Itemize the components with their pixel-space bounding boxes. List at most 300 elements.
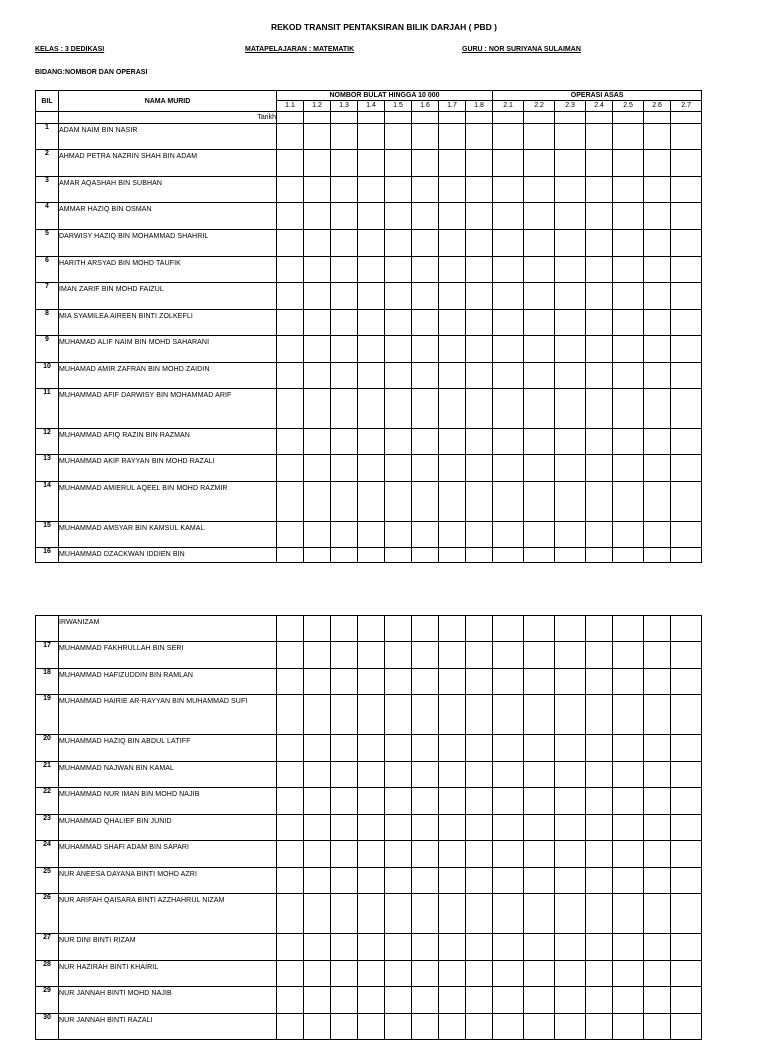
assessment-cell[interactable]: [493, 336, 524, 363]
assessment-cell[interactable]: [524, 482, 555, 522]
assessment-cell[interactable]: [439, 788, 466, 815]
assessment-cell[interactable]: [493, 762, 524, 788]
assessment-cell[interactable]: [304, 336, 331, 363]
assessment-cell[interactable]: [385, 934, 412, 961]
assessment-cell[interactable]: [277, 482, 304, 522]
assessment-cell[interactable]: [412, 642, 439, 669]
assessment-cell[interactable]: [671, 522, 702, 548]
assessment-cell[interactable]: [613, 482, 644, 522]
assessment-cell[interactable]: [466, 257, 493, 283]
assessment-cell[interactable]: [331, 522, 358, 548]
assessment-cell[interactable]: [524, 616, 555, 642]
assessment-cell[interactable]: [385, 987, 412, 1014]
assessment-cell[interactable]: [277, 230, 304, 257]
assessment-cell[interactable]: [555, 815, 586, 841]
assessment-cell[interactable]: [358, 841, 385, 868]
assessment-cell[interactable]: [412, 455, 439, 482]
assessment-cell[interactable]: [555, 336, 586, 363]
assessment-cell[interactable]: [586, 762, 613, 788]
assessment-cell[interactable]: [586, 695, 613, 735]
assessment-cell[interactable]: [524, 669, 555, 695]
assessment-cell[interactable]: [586, 815, 613, 841]
assessment-cell[interactable]: [671, 548, 702, 563]
assessment-cell[interactable]: [644, 150, 671, 177]
assessment-cell[interactable]: [466, 548, 493, 563]
assessment-cell[interactable]: [304, 735, 331, 762]
assessment-cell[interactable]: [466, 894, 493, 934]
assessment-cell[interactable]: [524, 894, 555, 934]
assessment-cell[interactable]: [613, 124, 644, 150]
assessment-cell[interactable]: [524, 124, 555, 150]
assessment-cell[interactable]: [304, 177, 331, 203]
assessment-cell[interactable]: [613, 1014, 644, 1040]
assessment-cell[interactable]: [493, 363, 524, 389]
assessment-cell[interactable]: [439, 987, 466, 1014]
assessment-cell[interactable]: [586, 389, 613, 429]
assessment-cell[interactable]: [358, 695, 385, 735]
assessment-cell[interactable]: [524, 815, 555, 841]
assessment-cell[interactable]: [644, 735, 671, 762]
assessment-cell[interactable]: [385, 762, 412, 788]
assessment-cell[interactable]: [439, 124, 466, 150]
assessment-cell[interactable]: [524, 429, 555, 455]
assessment-cell[interactable]: [524, 841, 555, 868]
assessment-cell[interactable]: [358, 762, 385, 788]
assessment-cell[interactable]: [555, 961, 586, 987]
assessment-cell[interactable]: [439, 230, 466, 257]
assessment-cell[interactable]: [385, 735, 412, 762]
assessment-cell[interactable]: [385, 894, 412, 934]
assessment-cell[interactable]: [331, 762, 358, 788]
assessment-cell[interactable]: [331, 735, 358, 762]
assessment-cell[interactable]: [586, 1014, 613, 1040]
assessment-cell[interactable]: [644, 203, 671, 230]
assessment-cell[interactable]: [524, 363, 555, 389]
assessment-cell[interactable]: [671, 642, 702, 669]
assessment-cell[interactable]: [466, 616, 493, 642]
assessment-cell[interactable]: [304, 522, 331, 548]
assessment-cell[interactable]: [493, 616, 524, 642]
assessment-cell[interactable]: [331, 363, 358, 389]
assessment-cell[interactable]: [524, 283, 555, 310]
tarikh-date-cell[interactable]: [493, 112, 524, 124]
assessment-cell[interactable]: [555, 257, 586, 283]
assessment-cell[interactable]: [466, 669, 493, 695]
assessment-cell[interactable]: [412, 310, 439, 336]
assessment-cell[interactable]: [358, 177, 385, 203]
assessment-cell[interactable]: [613, 642, 644, 669]
assessment-cell[interactable]: [586, 669, 613, 695]
assessment-cell[interactable]: [524, 961, 555, 987]
assessment-cell[interactable]: [331, 894, 358, 934]
assessment-cell[interactable]: [277, 815, 304, 841]
assessment-cell[interactable]: [466, 389, 493, 429]
assessment-cell[interactable]: [671, 961, 702, 987]
tarikh-date-cell[interactable]: [358, 112, 385, 124]
assessment-cell[interactable]: [671, 841, 702, 868]
assessment-cell[interactable]: [412, 522, 439, 548]
assessment-cell[interactable]: [586, 788, 613, 815]
assessment-cell[interactable]: [358, 788, 385, 815]
assessment-cell[interactable]: [644, 669, 671, 695]
assessment-cell[interactable]: [304, 934, 331, 961]
assessment-cell[interactable]: [493, 987, 524, 1014]
assessment-cell[interactable]: [304, 150, 331, 177]
assessment-cell[interactable]: [439, 961, 466, 987]
assessment-cell[interactable]: [331, 389, 358, 429]
assessment-cell[interactable]: [613, 841, 644, 868]
assessment-cell[interactable]: [277, 735, 304, 762]
assessment-cell[interactable]: [358, 642, 385, 669]
assessment-cell[interactable]: [439, 894, 466, 934]
tarikh-date-cell[interactable]: [613, 112, 644, 124]
assessment-cell[interactable]: [439, 735, 466, 762]
assessment-cell[interactable]: [412, 389, 439, 429]
assessment-cell[interactable]: [466, 283, 493, 310]
assessment-cell[interactable]: [613, 429, 644, 455]
assessment-cell[interactable]: [671, 177, 702, 203]
assessment-cell[interactable]: [644, 1014, 671, 1040]
assessment-cell[interactable]: [385, 389, 412, 429]
assessment-cell[interactable]: [493, 310, 524, 336]
assessment-cell[interactable]: [586, 522, 613, 548]
assessment-cell[interactable]: [412, 815, 439, 841]
assessment-cell[interactable]: [277, 522, 304, 548]
assessment-cell[interactable]: [331, 482, 358, 522]
assessment-cell[interactable]: [439, 363, 466, 389]
assessment-cell[interactable]: [555, 548, 586, 563]
assessment-cell[interactable]: [331, 934, 358, 961]
assessment-cell[interactable]: [555, 482, 586, 522]
assessment-cell[interactable]: [358, 934, 385, 961]
assessment-cell[interactable]: [555, 203, 586, 230]
assessment-cell[interactable]: [277, 283, 304, 310]
assessment-cell[interactable]: [385, 257, 412, 283]
assessment-cell[interactable]: [644, 257, 671, 283]
assessment-cell[interactable]: [385, 363, 412, 389]
assessment-cell[interactable]: [358, 482, 385, 522]
assessment-cell[interactable]: [555, 934, 586, 961]
assessment-cell[interactable]: [385, 522, 412, 548]
assessment-cell[interactable]: [671, 482, 702, 522]
assessment-cell[interactable]: [586, 257, 613, 283]
assessment-cell[interactable]: [555, 230, 586, 257]
assessment-cell[interactable]: [555, 788, 586, 815]
assessment-cell[interactable]: [493, 841, 524, 868]
assessment-cell[interactable]: [555, 522, 586, 548]
assessment-cell[interactable]: [439, 482, 466, 522]
assessment-cell[interactable]: [331, 548, 358, 563]
assessment-cell[interactable]: [671, 389, 702, 429]
tarikh-date-cell[interactable]: [555, 112, 586, 124]
assessment-cell[interactable]: [277, 695, 304, 735]
assessment-cell[interactable]: [358, 548, 385, 563]
assessment-cell[interactable]: [277, 788, 304, 815]
tarikh-date-cell[interactable]: [586, 112, 613, 124]
assessment-cell[interactable]: [412, 429, 439, 455]
assessment-cell[interactable]: [385, 177, 412, 203]
assessment-cell[interactable]: [277, 548, 304, 563]
assessment-cell[interactable]: [439, 389, 466, 429]
assessment-cell[interactable]: [671, 669, 702, 695]
assessment-cell[interactable]: [555, 616, 586, 642]
assessment-cell[interactable]: [613, 868, 644, 894]
assessment-cell[interactable]: [586, 735, 613, 762]
assessment-cell[interactable]: [644, 429, 671, 455]
assessment-cell[interactable]: [385, 616, 412, 642]
assessment-cell[interactable]: [277, 389, 304, 429]
assessment-cell[interactable]: [586, 616, 613, 642]
assessment-cell[interactable]: [385, 310, 412, 336]
assessment-cell[interactable]: [304, 1014, 331, 1040]
assessment-cell[interactable]: [466, 987, 493, 1014]
assessment-cell[interactable]: [358, 987, 385, 1014]
assessment-cell[interactable]: [466, 150, 493, 177]
assessment-cell[interactable]: [493, 455, 524, 482]
assessment-cell[interactable]: [613, 735, 644, 762]
assessment-cell[interactable]: [304, 961, 331, 987]
assessment-cell[interactable]: [586, 482, 613, 522]
assessment-cell[interactable]: [331, 283, 358, 310]
assessment-cell[interactable]: [412, 548, 439, 563]
assessment-cell[interactable]: [644, 868, 671, 894]
assessment-cell[interactable]: [439, 177, 466, 203]
assessment-cell[interactable]: [671, 455, 702, 482]
assessment-cell[interactable]: [524, 177, 555, 203]
assessment-cell[interactable]: [644, 788, 671, 815]
assessment-cell[interactable]: [493, 815, 524, 841]
assessment-cell[interactable]: [524, 934, 555, 961]
assessment-cell[interactable]: [493, 735, 524, 762]
assessment-cell[interactable]: [671, 616, 702, 642]
assessment-cell[interactable]: [277, 841, 304, 868]
assessment-cell[interactable]: [331, 429, 358, 455]
assessment-cell[interactable]: [466, 762, 493, 788]
assessment-cell[interactable]: [644, 482, 671, 522]
assessment-cell[interactable]: [358, 363, 385, 389]
assessment-cell[interactable]: [304, 548, 331, 563]
assessment-cell[interactable]: [671, 203, 702, 230]
assessment-cell[interactable]: [358, 455, 385, 482]
assessment-cell[interactable]: [331, 695, 358, 735]
assessment-cell[interactable]: [358, 150, 385, 177]
assessment-cell[interactable]: [644, 336, 671, 363]
assessment-cell[interactable]: [555, 987, 586, 1014]
assessment-cell[interactable]: [385, 788, 412, 815]
assessment-cell[interactable]: [644, 389, 671, 429]
assessment-cell[interactable]: [493, 429, 524, 455]
assessment-cell[interactable]: [493, 788, 524, 815]
assessment-cell[interactable]: [385, 961, 412, 987]
assessment-cell[interactable]: [671, 363, 702, 389]
assessment-cell[interactable]: [304, 642, 331, 669]
tarikh-date-cell[interactable]: [304, 112, 331, 124]
assessment-cell[interactable]: [358, 894, 385, 934]
assessment-cell[interactable]: [277, 429, 304, 455]
assessment-cell[interactable]: [439, 841, 466, 868]
assessment-cell[interactable]: [412, 695, 439, 735]
tarikh-date-cell[interactable]: [385, 112, 412, 124]
assessment-cell[interactable]: [644, 841, 671, 868]
assessment-cell[interactable]: [304, 616, 331, 642]
assessment-cell[interactable]: [466, 522, 493, 548]
assessment-cell[interactable]: [304, 815, 331, 841]
tarikh-date-cell[interactable]: [671, 112, 702, 124]
assessment-cell[interactable]: [331, 616, 358, 642]
assessment-cell[interactable]: [304, 257, 331, 283]
assessment-cell[interactable]: [671, 788, 702, 815]
assessment-cell[interactable]: [671, 257, 702, 283]
assessment-cell[interactable]: [304, 363, 331, 389]
assessment-cell[interactable]: [412, 987, 439, 1014]
assessment-cell[interactable]: [613, 336, 644, 363]
assessment-cell[interactable]: [385, 150, 412, 177]
assessment-cell[interactable]: [613, 283, 644, 310]
assessment-cell[interactable]: [304, 868, 331, 894]
assessment-cell[interactable]: [644, 522, 671, 548]
assessment-cell[interactable]: [524, 310, 555, 336]
assessment-cell[interactable]: [331, 310, 358, 336]
assessment-cell[interactable]: [644, 124, 671, 150]
assessment-cell[interactable]: [644, 177, 671, 203]
assessment-cell[interactable]: [385, 1014, 412, 1040]
assessment-cell[interactable]: [586, 455, 613, 482]
assessment-cell[interactable]: [412, 961, 439, 987]
assessment-cell[interactable]: [555, 642, 586, 669]
assessment-cell[interactable]: [412, 230, 439, 257]
assessment-cell[interactable]: [493, 150, 524, 177]
assessment-cell[interactable]: [277, 987, 304, 1014]
assessment-cell[interactable]: [466, 815, 493, 841]
assessment-cell[interactable]: [524, 695, 555, 735]
assessment-cell[interactable]: [613, 522, 644, 548]
assessment-cell[interactable]: [493, 1014, 524, 1040]
assessment-cell[interactable]: [671, 735, 702, 762]
assessment-cell[interactable]: [613, 310, 644, 336]
assessment-cell[interactable]: [644, 455, 671, 482]
assessment-cell[interactable]: [466, 841, 493, 868]
assessment-cell[interactable]: [613, 934, 644, 961]
assessment-cell[interactable]: [671, 695, 702, 735]
assessment-cell[interactable]: [466, 124, 493, 150]
assessment-cell[interactable]: [304, 455, 331, 482]
assessment-cell[interactable]: [412, 1014, 439, 1040]
assessment-cell[interactable]: [493, 283, 524, 310]
tarikh-date-cell[interactable]: [439, 112, 466, 124]
assessment-cell[interactable]: [277, 336, 304, 363]
assessment-cell[interactable]: [439, 336, 466, 363]
assessment-cell[interactable]: [277, 762, 304, 788]
assessment-cell[interactable]: [358, 336, 385, 363]
assessment-cell[interactable]: [586, 894, 613, 934]
assessment-cell[interactable]: [358, 310, 385, 336]
assessment-cell[interactable]: [412, 788, 439, 815]
assessment-cell[interactable]: [555, 455, 586, 482]
assessment-cell[interactable]: [524, 788, 555, 815]
assessment-cell[interactable]: [613, 987, 644, 1014]
assessment-cell[interactable]: [613, 894, 644, 934]
assessment-cell[interactable]: [277, 642, 304, 669]
assessment-cell[interactable]: [304, 762, 331, 788]
tarikh-date-cell[interactable]: [524, 112, 555, 124]
assessment-cell[interactable]: [524, 868, 555, 894]
assessment-cell[interactable]: [358, 257, 385, 283]
assessment-cell[interactable]: [358, 961, 385, 987]
assessment-cell[interactable]: [331, 203, 358, 230]
assessment-cell[interactable]: [644, 961, 671, 987]
assessment-cell[interactable]: [277, 257, 304, 283]
assessment-cell[interactable]: [586, 934, 613, 961]
assessment-cell[interactable]: [555, 894, 586, 934]
assessment-cell[interactable]: [277, 616, 304, 642]
assessment-cell[interactable]: [385, 815, 412, 841]
assessment-cell[interactable]: [613, 363, 644, 389]
assessment-cell[interactable]: [304, 987, 331, 1014]
assessment-cell[interactable]: [412, 868, 439, 894]
assessment-cell[interactable]: [358, 669, 385, 695]
assessment-cell[interactable]: [644, 363, 671, 389]
assessment-cell[interactable]: [412, 934, 439, 961]
assessment-cell[interactable]: [555, 868, 586, 894]
assessment-cell[interactable]: [358, 616, 385, 642]
assessment-cell[interactable]: [613, 616, 644, 642]
assessment-cell[interactable]: [331, 669, 358, 695]
assessment-cell[interactable]: [466, 310, 493, 336]
assessment-cell[interactable]: [524, 336, 555, 363]
assessment-cell[interactable]: [586, 363, 613, 389]
assessment-cell[interactable]: [331, 1014, 358, 1040]
assessment-cell[interactable]: [524, 735, 555, 762]
assessment-cell[interactable]: [524, 455, 555, 482]
assessment-cell[interactable]: [466, 934, 493, 961]
assessment-cell[interactable]: [586, 177, 613, 203]
assessment-cell[interactable]: [385, 841, 412, 868]
assessment-cell[interactable]: [493, 548, 524, 563]
assessment-cell[interactable]: [555, 762, 586, 788]
assessment-cell[interactable]: [304, 389, 331, 429]
assessment-cell[interactable]: [331, 815, 358, 841]
assessment-cell[interactable]: [439, 642, 466, 669]
assessment-cell[interactable]: [586, 841, 613, 868]
assessment-cell[interactable]: [358, 124, 385, 150]
assessment-cell[interactable]: [524, 150, 555, 177]
assessment-cell[interactable]: [358, 203, 385, 230]
tarikh-date-cell[interactable]: [412, 112, 439, 124]
assessment-cell[interactable]: [671, 336, 702, 363]
assessment-cell[interactable]: [331, 230, 358, 257]
assessment-cell[interactable]: [277, 868, 304, 894]
assessment-cell[interactable]: [524, 203, 555, 230]
assessment-cell[interactable]: [586, 642, 613, 669]
assessment-cell[interactable]: [439, 695, 466, 735]
assessment-cell[interactable]: [412, 363, 439, 389]
assessment-cell[interactable]: [555, 1014, 586, 1040]
assessment-cell[interactable]: [466, 1014, 493, 1040]
assessment-cell[interactable]: [439, 283, 466, 310]
assessment-cell[interactable]: [586, 987, 613, 1014]
assessment-cell[interactable]: [493, 230, 524, 257]
assessment-cell[interactable]: [644, 815, 671, 841]
assessment-cell[interactable]: [466, 203, 493, 230]
assessment-cell[interactable]: [555, 363, 586, 389]
assessment-cell[interactable]: [358, 815, 385, 841]
assessment-cell[interactable]: [331, 642, 358, 669]
assessment-cell[interactable]: [304, 124, 331, 150]
assessment-cell[interactable]: [466, 961, 493, 987]
assessment-cell[interactable]: [331, 841, 358, 868]
assessment-cell[interactable]: [304, 429, 331, 455]
assessment-cell[interactable]: [331, 257, 358, 283]
